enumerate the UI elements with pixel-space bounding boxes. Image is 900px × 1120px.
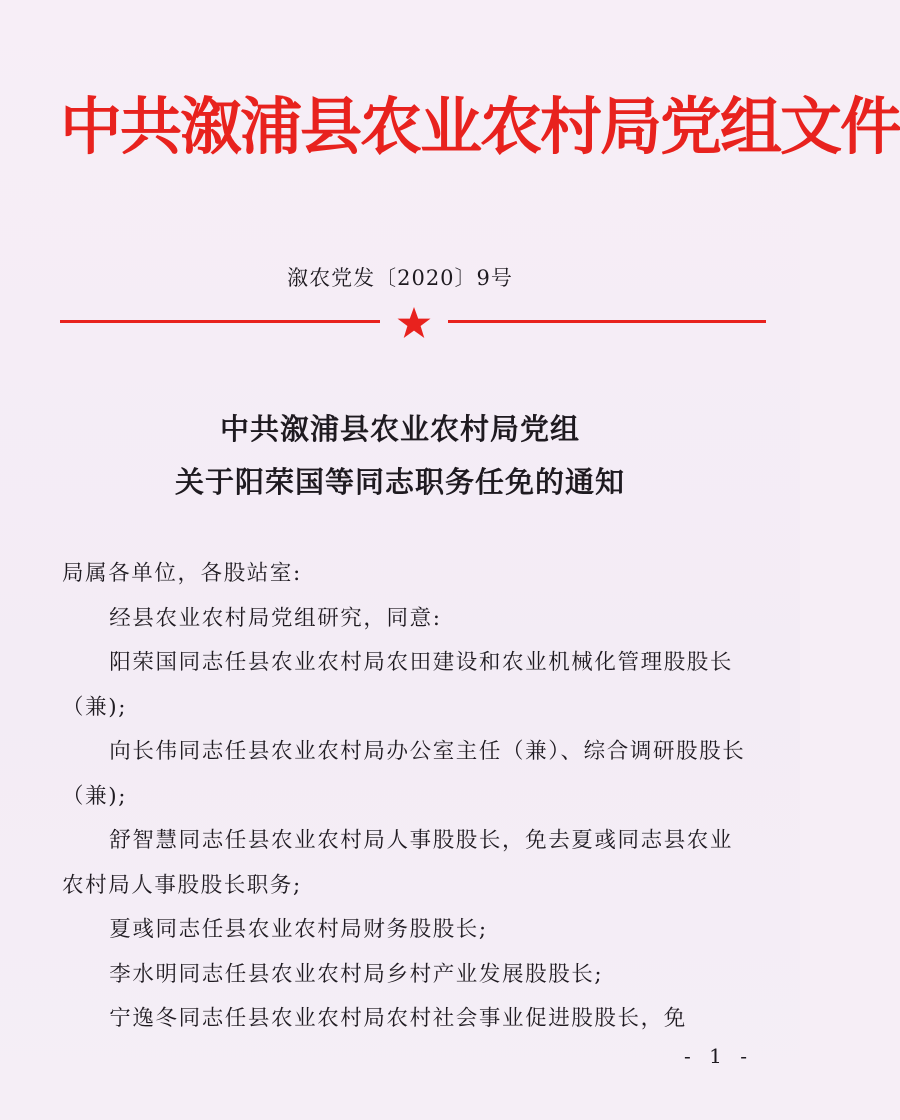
red-rule-left (60, 320, 380, 323)
star-icon (396, 306, 432, 340)
red-rule-right (448, 320, 766, 323)
notice-body (62, 552, 752, 1042)
salutation: 局属各单位，各股站室: (62, 561, 302, 586)
document-number: 溆农党发〔2020〕9号 (287, 266, 513, 290)
body-paragraph: 经县农业农村局党组研究，同意: (109, 605, 442, 631)
body-paragraph: 舒智慧同志任县农业农村局人事股股长，免去夏彧同志县农业农村局人事股股长职务; (62, 828, 733, 898)
page-number: - 1 - (684, 1044, 753, 1068)
body-paragraph: 阳荣国同志任县农业农村局农田建设和农业机械化管理股股长（兼); (62, 650, 733, 720)
body-paragraph: 宁逸冬同志任县农业农村局农村社会事业促进股股长，免 (109, 1006, 687, 1031)
body-paragraph: 向长伟同志任县农业农村局办公室主任（兼）、综合调研股股长（兼); (62, 739, 746, 809)
notice-title-line1: 中共溆浦县农业农村局党组 (219, 412, 580, 446)
notice-title-line2: 关于阳荣国等同志职务任免的通知 (174, 465, 625, 499)
body-paragraph: 李水明同志任县农业农村局乡村产业发展股股长; (109, 961, 604, 987)
red-masthead: 中共溆浦县农业农村局党组文件 (60, 90, 900, 163)
body-paragraph: 夏彧同志任县农业农村局财务股股长; (109, 917, 488, 942)
